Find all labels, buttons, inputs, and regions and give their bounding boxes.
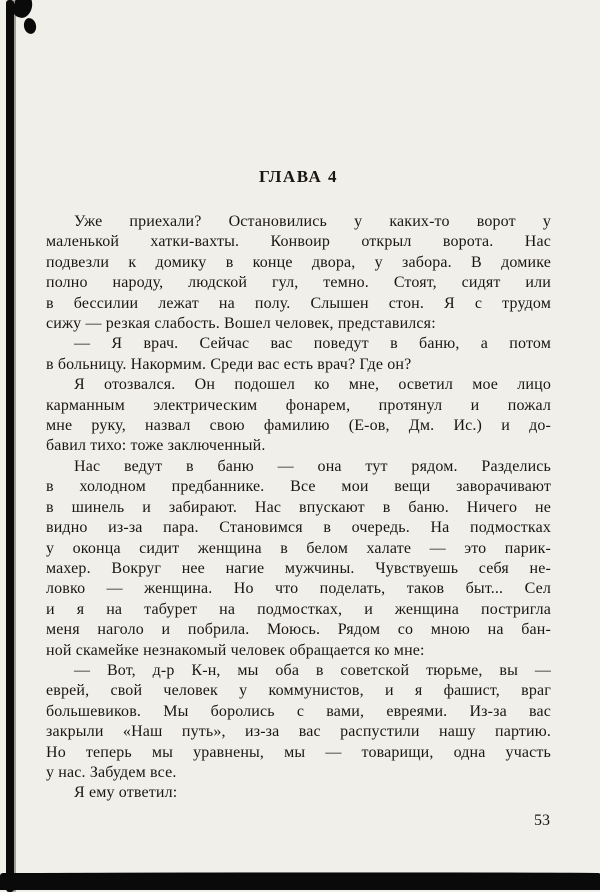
text-line: полно народу, людской гул, темно. Стоят, сидят или: [46, 274, 551, 292]
scan-artifact-left-bar-shadow: [13, 0, 16, 892]
text-line: в холодном предбаннике. Все мои вещи заворачивают: [46, 478, 551, 496]
text-line: сижу — резкая слабость. Вошел человек, представился:: [46, 315, 436, 333]
text-line: Я отозвался. Он подошел ко мне, осветил мое лицо: [74, 376, 551, 394]
text-line: ной скамейке незнакомый человек обращается ко мне:: [46, 641, 425, 659]
text-line: в шинель и забирают. Нас впускают в баню. Ничего не: [46, 498, 551, 516]
text-line: — Я врач. Сейчас вас поведут в баню, а потом: [74, 335, 551, 353]
text-line: у нас. Забудем все.: [46, 763, 177, 781]
text-line: махер. Вокруг нее нагие мужчины. Чувствуешь себя не-: [46, 559, 551, 577]
text-line: маленькой хатки-вахты. Конвоир открыл ворота. Нас: [46, 233, 551, 251]
text-line: большевиков. Мы боролись с вами, евреями. Из-за вас: [46, 702, 551, 720]
text-line: меня наголо и побрила. Моюсь. Рядом со мною на бан-: [46, 621, 551, 639]
text-line: Я ему ответил:: [74, 784, 178, 802]
text-line: мне руку, назвал свою фамилию (Е-ов, Дм. Ис.) и до-: [46, 417, 551, 435]
text-line: закрыли «Наш путь», из-за вас распустили нашу партию.: [46, 723, 551, 741]
text-line: еврей, свой человек у коммунистов, и я фашист, враг: [46, 682, 551, 700]
text-line: ловко — женщина. Но что поделать, таков быт... Сел: [46, 580, 551, 598]
text-line: у оконца сидит женщина в белом халате — это парик-: [46, 539, 551, 557]
text-line: Уже приехали? Остановились у каких-то ворот у: [74, 213, 551, 230]
text-line: — Вот, д-р К-н, мы оба в советской тюрьме, вы —: [74, 661, 551, 679]
text-line: подвезли к домику в конце двора, у забора. В домике: [46, 253, 551, 271]
text-line: Нас ведут в баню — она тут рядом. Разделись: [74, 457, 551, 475]
text-line: Но теперь мы уравнены, мы — товарищи, одна участь: [46, 743, 551, 761]
text-line: бавил тихо: тоже заключенный.: [46, 437, 266, 455]
text-line: видно из-за пара. Становимся в очередь. На подмостках: [46, 519, 551, 537]
scan-artifact-top-left-blob-small: [22, 17, 37, 35]
text-line: в больницу. Накормим. Среди вас есть врач? Где он?: [46, 355, 412, 373]
page-number: 53: [534, 812, 550, 829]
text-line: и я на табурет на подмостках, и женщина постригла: [46, 600, 551, 618]
scan-artifact-bottom-bar-edge: [0, 872, 600, 876]
text-line: в бессилии лежат на полу. Слышен стон. Я с трудом: [46, 294, 551, 312]
body-text: [46, 212, 551, 804]
chapter-title: ГЛАВА 4: [259, 167, 338, 186]
text-line: карманным электрическим фонарем, протянул и пожал: [46, 396, 551, 414]
